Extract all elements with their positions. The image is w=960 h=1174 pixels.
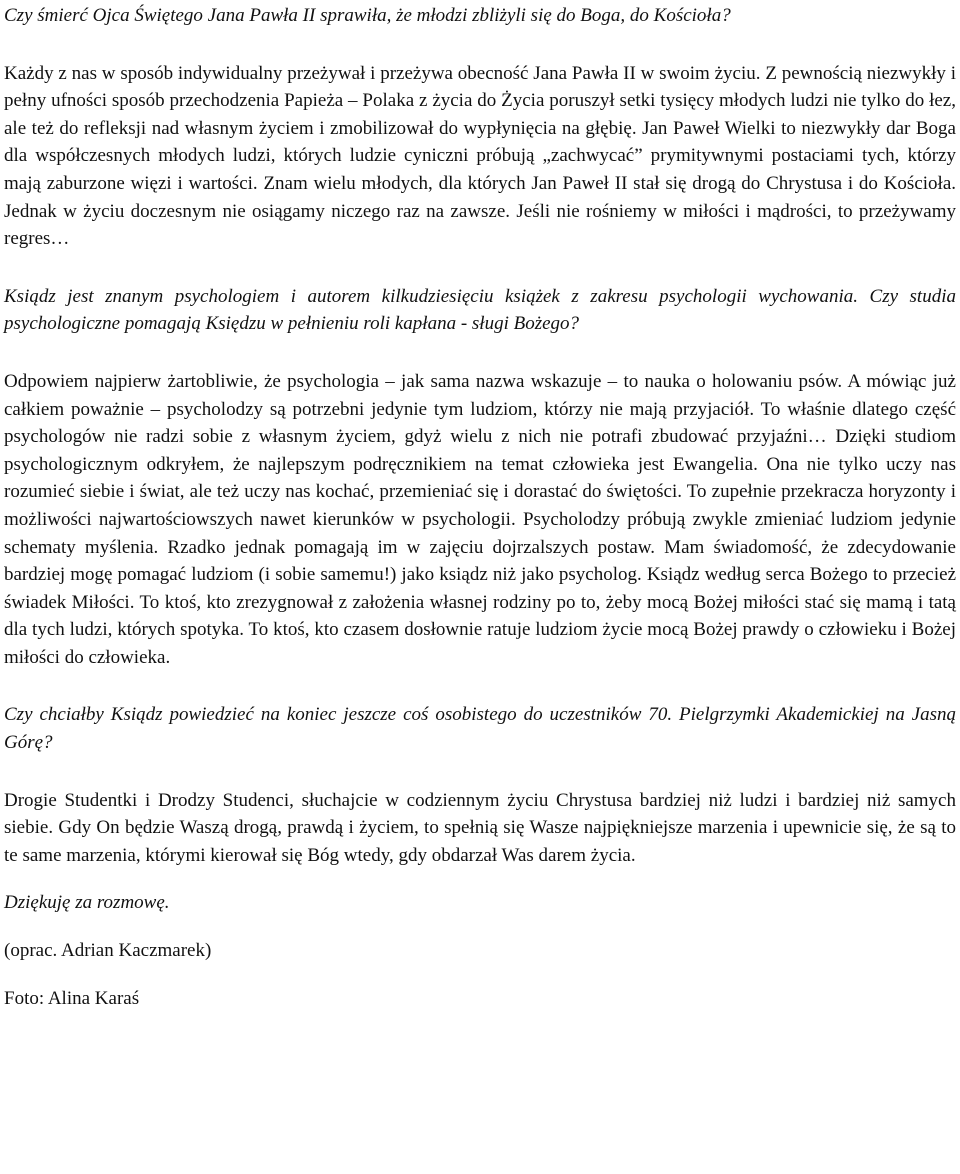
editor-credit: (oprac. Adrian Kaczmarek) — [4, 940, 212, 962]
question-2: Ksiądz jest znanym psychologiem i autorem kilkudziesięciu książek z zakresu psychologii wychowania. Czy studia psychologiczne pomagają Księdzu w pełnieniu roli kapłana - sługi Bożego? — [4, 285, 956, 335]
answer-1: Każdy z nas w sposób indywidualny przeżywał i przeżywa obecność Jana Pawła II w swoim życiu. Z pewnością niezwykły i pełny ufności sposób przechodzenia Papieża – Polaka z życia do Życia poruszył setki tysięcy młodych ludzi nie tylko do łez, ale też do refleksji nad własnym życiem i zmobilizował do wypłynięcia na głębię. Jan Paweł Wielki to niezwykły dar Boga dla współczesnych młodych ludzi, których ludzie cyniczni próbują „zachwycać” prymitywnymi postaciami tych, którzy mają zaburzone więzi i wartości. Znam wielu młodych, dla których Jan Paweł II stał się drogą do Chrystusa i do Kościoła. Jednak w życiu doczesnym nie osiągamy niczego raz na zawsze. Jeśli nie rośniemy w miłości i mądrości, to przeżywamy regres… — [4, 62, 956, 250]
answer-3: Drogie Studentki i Drodzy Studenci, słuchajcie w codziennym życiu Chrystusa bardziej niż ludzi i bardziej niż samych siebie. Gdy On będzie Waszą drogą, prawdą i życiem, to spełnią się Wasze najpiękniejsze marzenia i upewnicie się, że są to te same marzenia, którymi kierował się Bóg wtedy, gdy obdarzał Was darem życia. — [4, 789, 956, 866]
answer-2: Odpowiem najpierw żartobliwie, że psychologia – jak sama nazwa wskazuje – to nauka o holowaniu psów. A mówiąc już całkiem poważnie – psycholodzy są potrzebni jedynie tym ludziom, którzy nie mają przyjaciół. To właśnie dlatego część psychologów nie radzi sobie z własnym życiem, gdyż wielu z nich nie potrafi zbudować przyjaźni… Dzięki studiom psychologicznym odkryłem, że najlepszym podręcznikiem na temat człowieka jest Ewangelia. Ona nie tylko uczy nas rozumieć siebie i świat, ale też uczy nas kochać, przemieniać się i dorastać do świętości. To zupełnie przekracza horyzonty i możliwości najwartościowszych nawet kierunków w psychologii. Psycholodzy próbują zwykle zmieniać ludziom jedynie schematy myślenia. Rzadko jednak pomagają im w zajęciu dojrzalszych postaw. Mam świadomość, że zdecydowanie bardziej mogę pomagać ludziom (i sobie samemu!) jako ksiądz niż jako psycholog. Ksiądz według serca Bożego to przecież świadek Miłości. To ktoś, kto zrezygnował z założenia własnej rodziny po to, żeby mocą Bożej miłości stać się mamą i tatą dla tych ludzi, których spotyka. To ktoś, kto czasem dosłownie ratuje ludziom życie mocą Bożej prawdy o człowieku i Bożej miłości do człowieka. — [4, 370, 956, 668]
question-3: Czy chciałby Ksiądz powiedzieć na koniec jeszcze coś osobistego do uczestników 70. Pielgrzymki Akademickiej na Jasną Górę? — [4, 704, 956, 754]
question-1: Czy śmierć Ojca Świętego Jana Pawła II sprawiła, że młodzi zbliżyli się do Boga, do Kościoła? — [4, 5, 731, 26]
thanks-line: Dziękuję za rozmowę. — [4, 892, 170, 914]
photo-credit: Foto: Alina Karaś — [4, 987, 140, 1009]
